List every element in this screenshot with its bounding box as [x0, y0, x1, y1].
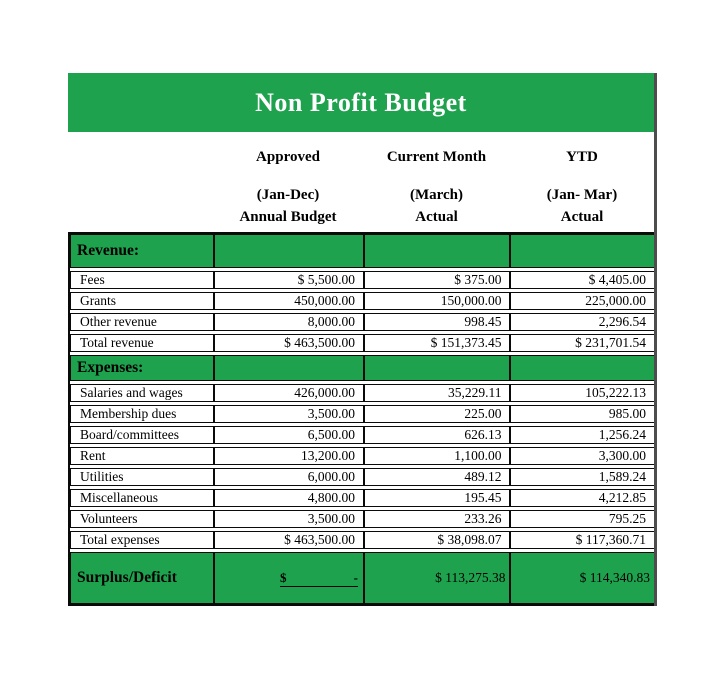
column-header-line: (Jan- Mar) [546, 187, 618, 203]
table-row [70, 447, 654, 465]
empty-cell [510, 355, 653, 381]
column-header-approved [213, 132, 363, 232]
annual-budget-value: 3,500.00 [214, 510, 364, 528]
column-header-line: Current Month [386, 149, 487, 165]
ytd-value: 985.00 [510, 405, 653, 423]
ytd-value: $ 231,701.54 [510, 334, 653, 352]
ytd-value: 3,300.00 [510, 447, 653, 465]
column-header-ytd [510, 132, 654, 232]
current-month-value: 150,000.00 [364, 292, 511, 310]
table-row [70, 292, 654, 310]
current-month-value: $ 151,373.45 [364, 334, 511, 352]
row-label: Volunteers [70, 510, 214, 528]
table-row [70, 426, 654, 444]
ytd-value: 1,256.24 [510, 426, 653, 444]
column-headers [68, 132, 654, 232]
accounting-zero-value [280, 570, 358, 587]
row-label: Total revenue [70, 334, 214, 352]
row-label: Rent [70, 447, 214, 465]
table-row-total-expenses [70, 531, 654, 549]
empty-cell [364, 234, 511, 268]
budget-sheet [68, 73, 657, 606]
row-label: Other revenue [70, 313, 214, 331]
ytd-value: 1,589.24 [510, 468, 653, 486]
column-header-line: Approved [256, 149, 320, 165]
ytd-value: 2,296.54 [510, 313, 653, 331]
empty-cell [214, 234, 364, 268]
table-row [70, 271, 654, 289]
column-header-line: YTD [566, 149, 598, 165]
row-label: Board/committees [70, 426, 214, 444]
budget-table [68, 232, 654, 606]
row-label: Salaries and wages [70, 384, 214, 402]
current-month-value: $ 113,275.38 [364, 552, 511, 604]
annual-budget-value: 6,500.00 [214, 426, 364, 444]
ytd-value: $ 114,340.83 [510, 552, 653, 604]
row-label: Grants [70, 292, 214, 310]
current-month-value: 233.26 [364, 510, 511, 528]
ytd-value: 105,222.13 [510, 384, 653, 402]
table-row [70, 468, 654, 486]
title-bar [68, 73, 654, 132]
current-month-value: 1,100.00 [364, 447, 511, 465]
current-month-value: 35,229.11 [364, 384, 511, 402]
dollar-sign: $ [279, 569, 287, 585]
row-label: Utilities [70, 468, 214, 486]
ytd-value: $ 117,360.71 [510, 531, 653, 549]
annual-budget-value: 8,000.00 [214, 313, 364, 331]
annual-budget-value: 6,000.00 [214, 468, 364, 486]
page-title: Non Profit Budget [255, 87, 467, 117]
row-label: Membership dues [70, 405, 214, 423]
empty-cell [214, 355, 364, 381]
empty-cell [510, 234, 653, 268]
current-month-value: $ 38,098.07 [364, 531, 511, 549]
table-row [70, 510, 654, 528]
annual-budget-value: 426,000.00 [214, 384, 364, 402]
current-month-value: 195.45 [364, 489, 511, 507]
column-header-line: Annual Budget [239, 209, 337, 225]
section-label: Revenue: [70, 234, 214, 268]
current-month-value: 225.00 [364, 405, 511, 423]
table-row [70, 489, 654, 507]
current-month-value: 626.13 [364, 426, 511, 444]
section-row-revenue [70, 234, 654, 268]
column-header-line: Actual [415, 209, 458, 225]
annual-budget-value: 450,000.00 [214, 292, 364, 310]
table-row [70, 384, 654, 402]
column-header-line: (March) [409, 187, 464, 203]
annual-budget-value: 13,200.00 [214, 447, 364, 465]
dash: - [353, 569, 358, 585]
current-month-value: $ 375.00 [364, 271, 511, 289]
annual-budget-value: $ 463,500.00 [214, 531, 364, 549]
section-label: Expenses: [70, 355, 214, 381]
current-month-value: 998.45 [364, 313, 511, 331]
current-month-value: 489.12 [364, 468, 511, 486]
column-header-line: Actual [560, 209, 604, 225]
ytd-value: 795.25 [510, 510, 653, 528]
empty-cell [364, 355, 511, 381]
annual-budget-value [214, 552, 364, 604]
annual-budget-value: 3,500.00 [214, 405, 364, 423]
table-row [70, 313, 654, 331]
ytd-value: $ 4,405.00 [510, 271, 653, 289]
row-label: Miscellaneous [70, 489, 214, 507]
table-row-total-revenue [70, 334, 654, 352]
row-label: Total expenses [70, 531, 214, 549]
section-row-expenses [70, 355, 654, 381]
column-header-line: (Jan-Dec) [256, 187, 320, 203]
row-label: Fees [70, 271, 214, 289]
annual-budget-value: 4,800.00 [214, 489, 364, 507]
ytd-value: 225,000.00 [510, 292, 653, 310]
row-label: Surplus/Deficit [70, 552, 214, 604]
surplus-deficit-row [70, 552, 654, 604]
column-header-current-month [363, 132, 510, 232]
table-row [70, 405, 654, 423]
ytd-value: 4,212.85 [510, 489, 653, 507]
annual-budget-value: $ 5,500.00 [214, 271, 364, 289]
annual-budget-value: $ 463,500.00 [214, 334, 364, 352]
